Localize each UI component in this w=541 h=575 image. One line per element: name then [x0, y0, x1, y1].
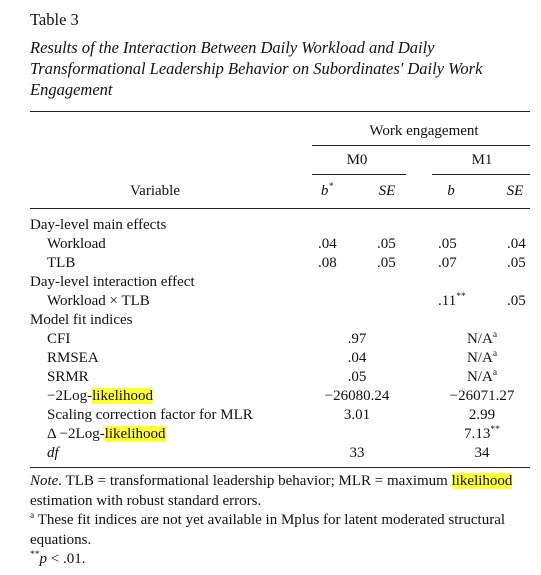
row-loglik-m0: −26080.24: [324, 388, 390, 404]
row-cfi-m0: .97: [347, 331, 367, 347]
header-m0-b: b*: [320, 182, 334, 199]
row-srmr-m0: .05: [347, 369, 367, 385]
header-m1-b: b: [447, 183, 455, 199]
row-scaling-label: Scaling correction factor for MLR: [47, 407, 253, 423]
row-tlb-m1-b: .07: [438, 255, 457, 271]
row-rmsea-label: RMSEA: [47, 350, 99, 366]
note-highlight: likelihood: [451, 473, 513, 489]
row-srmr-m1: $N/A^a$: [466, 368, 498, 385]
header-spanner: Work engagement: [369, 123, 479, 139]
header-bottom-rule: [30, 208, 530, 209]
row-tlb-label: TLB: [47, 255, 76, 271]
row-rmsea-m0: .04: [347, 350, 367, 366]
row-interaction-m1-b: .11**: [438, 292, 466, 309]
row-interaction-m1-se: .05: [507, 293, 526, 309]
row-cfi-label: CFI: [47, 331, 71, 347]
row-srmr-label: SRMR: [47, 369, 89, 385]
header-variable: Variable: [130, 183, 180, 199]
row-workload-m0-b: .04: [318, 236, 337, 252]
header-model-m1: M1: [471, 152, 493, 168]
row-tlb-m1-se: .05: [507, 255, 526, 271]
row-cfi-m1: $N/A^a$: [466, 330, 498, 347]
row-df-m0: 33: [349, 445, 365, 461]
row-df-m1: 34: [474, 445, 490, 461]
row-df-label: df: [47, 445, 59, 461]
top-rule: [30, 111, 530, 112]
row-workload-label: Workload: [47, 236, 106, 252]
spanner-rule: [312, 145, 530, 146]
row-interaction-label: Workload × TLB: [47, 293, 150, 309]
m1-rule: [432, 174, 530, 175]
table-notes: [30, 472, 530, 570]
note-footnote-a: $^a$ These fit indices are not yet available in Mplus for latent moderated structural equations.: [30, 511, 506, 548]
table-caption: Results of the Interaction Between Daily Workload and Daily Transformational Leadership Behavior on Subordinates' Daily Work Engagement: [30, 38, 483, 99]
row-loglik-label: −2Log-likelihood: [47, 388, 153, 404]
note-text-2: estimation with robust standard errors.: [30, 492, 262, 509]
table-label: Table 3: [30, 10, 79, 29]
note-text-1: TLB = transformational leadership behavior; MLR = maximum: [65, 473, 448, 489]
header-m0-se: SE: [378, 183, 396, 199]
row-workload-m1-b: .05: [438, 236, 457, 252]
header-model-m0: M0: [346, 152, 368, 168]
m0-rule: [312, 174, 406, 175]
row-workload-m1-se: .04: [507, 236, 526, 252]
note-paragraph: [30, 472, 530, 511]
section-interaction-effect: Day-level interaction effect: [30, 274, 195, 290]
row-scaling-m0: 3.01: [343, 407, 371, 423]
row-scaling-m1: 2.99: [468, 407, 496, 423]
note-label: Note.: [30, 473, 63, 489]
row-delta-label: Δ −2Log-likelihood: [47, 426, 166, 442]
row-workload-m0-se: .05: [377, 236, 396, 252]
row-rmsea-m1: $N/A^a$: [466, 349, 498, 366]
section-model-fit: Model fit indices: [30, 312, 133, 328]
section-main-effects: Day-level main effects: [30, 217, 167, 233]
row-tlb-m0-b: .08: [318, 255, 337, 271]
note-footnote-p: **p < .01.: [30, 550, 86, 567]
row-tlb-m0-se: .05: [377, 255, 396, 271]
row-delta-m1: 7.13**: [464, 425, 500, 442]
row-loglik-m1: −26071.27: [449, 388, 515, 404]
bottom-rule: [30, 467, 530, 468]
header-m1-se: SE: [506, 183, 524, 199]
